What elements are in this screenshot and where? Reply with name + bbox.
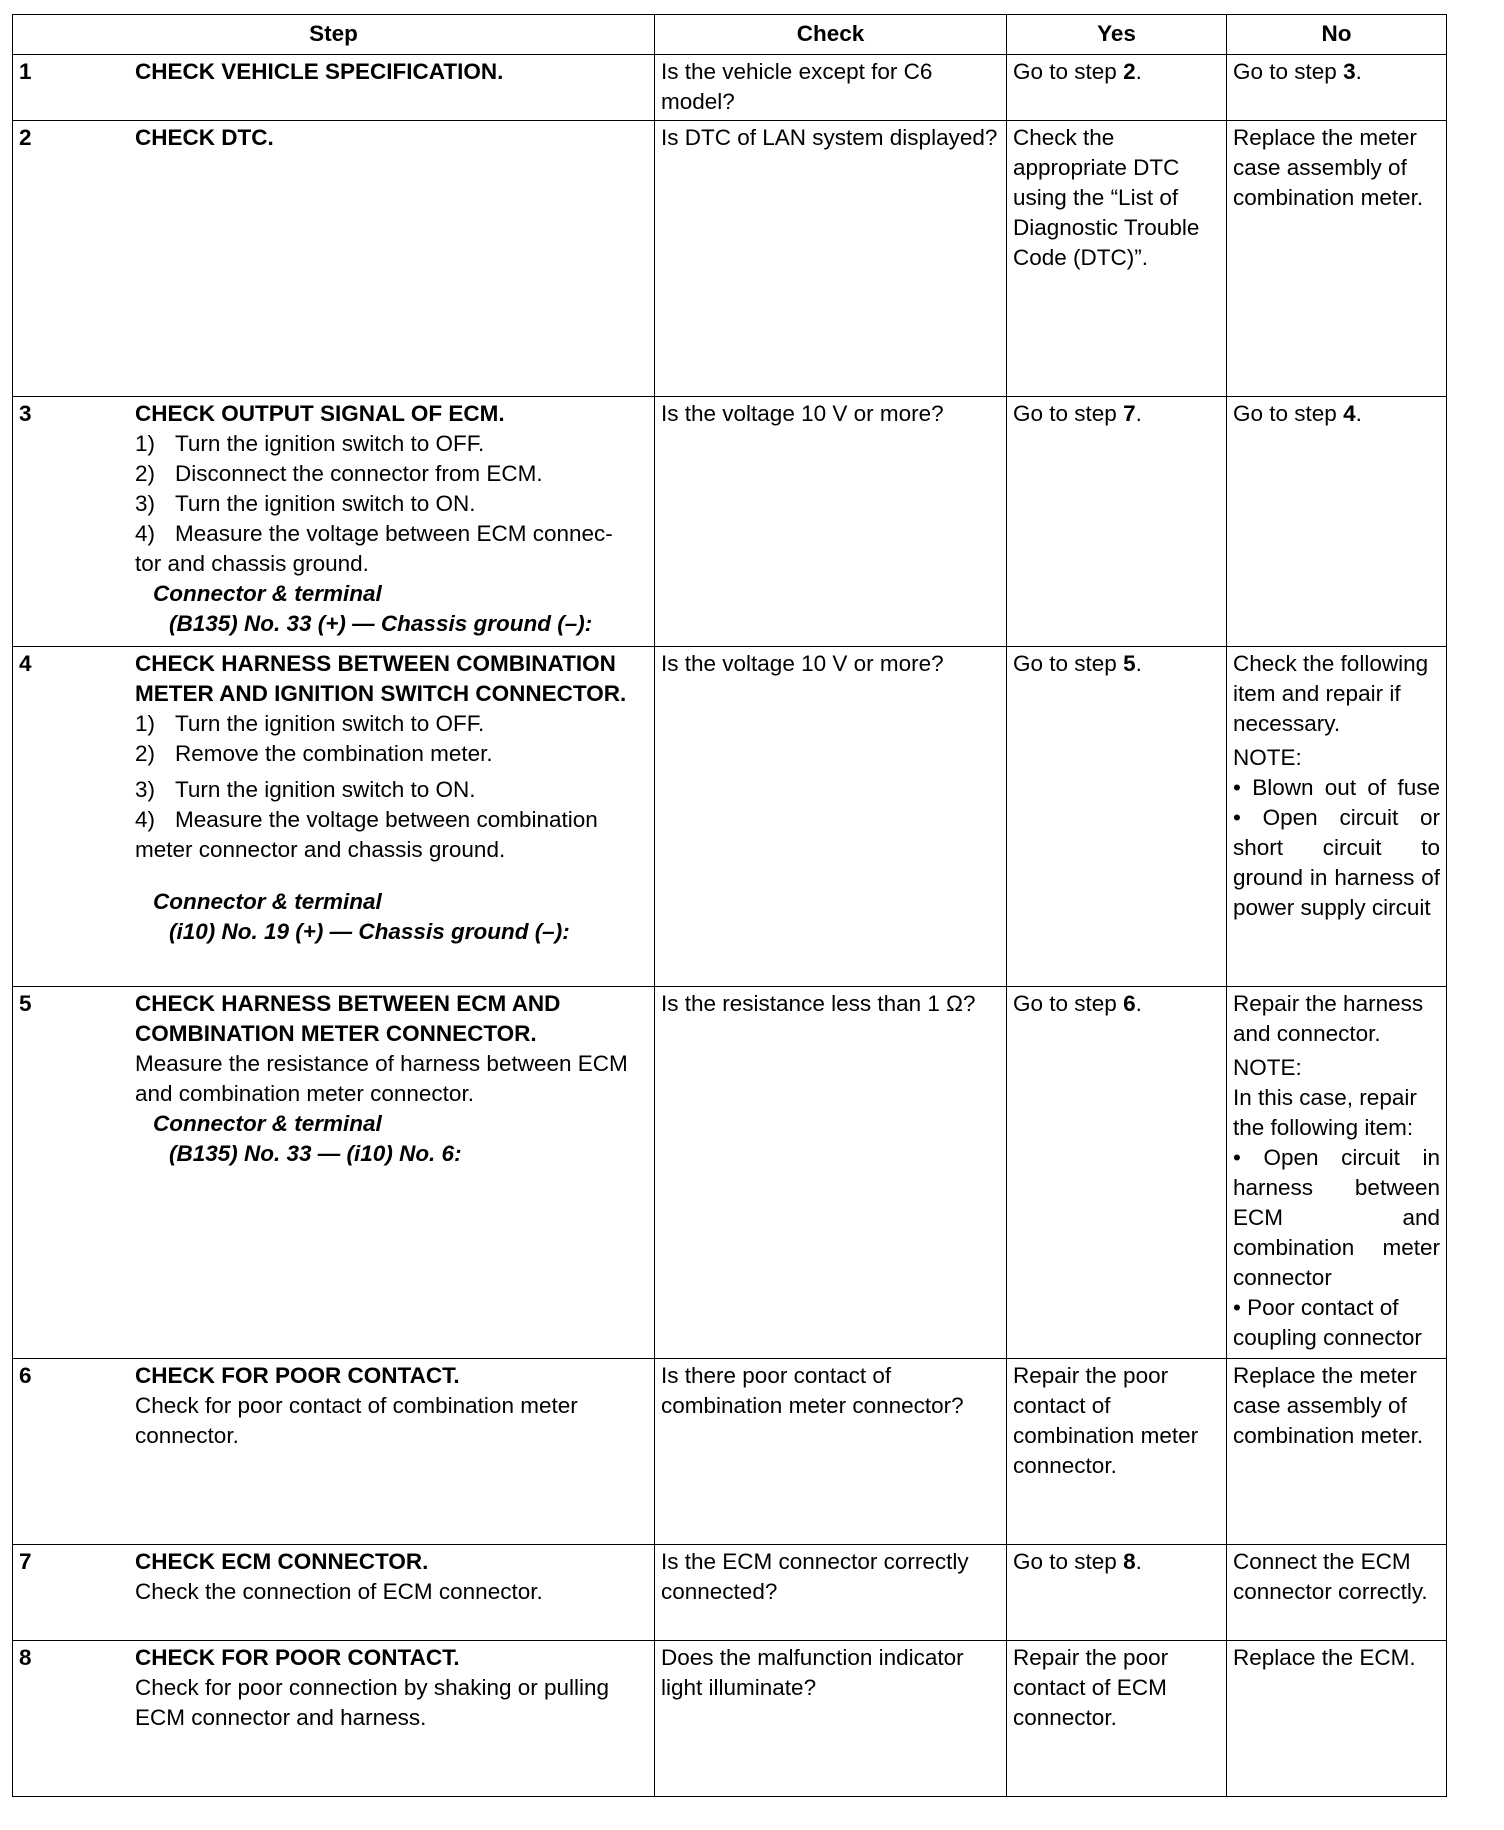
table-row bbox=[13, 121, 1447, 397]
check-cell: Does the malfunction indicator light illuminate? bbox=[655, 1641, 1007, 1797]
step-cell bbox=[13, 987, 655, 1359]
procedure-line: 1) Turn the ignition switch to OFF. bbox=[135, 711, 485, 736]
note-label: NOTE: bbox=[1233, 745, 1302, 770]
yes-step-ref: 2 bbox=[1123, 59, 1136, 84]
yes-text: Go to step bbox=[1013, 401, 1124, 426]
table-row bbox=[13, 55, 1447, 121]
step-description: Check for poor connection by shaking or pulling ECM connector and harness. bbox=[135, 1675, 610, 1730]
step-number: 6 bbox=[19, 1363, 32, 1388]
diagnostic-procedure-table bbox=[12, 14, 1447, 1797]
procedure-line: 2) Disconnect the connector from ECM. bbox=[135, 461, 543, 486]
yes-step-ref: 6 bbox=[1123, 991, 1136, 1016]
yes-cell: Go to step 6. bbox=[1007, 987, 1227, 1359]
step-number: 5 bbox=[19, 991, 32, 1016]
yes-step-ref: 7 bbox=[1123, 401, 1136, 426]
step-cell bbox=[13, 1641, 655, 1797]
check-cell: Is DTC of LAN system displayed? bbox=[655, 121, 1007, 397]
step-cell bbox=[13, 647, 655, 987]
no-cell: Replace the meter case assembly of combination meter. bbox=[1227, 121, 1447, 397]
no-cell: Connect the ECM connector correctly. bbox=[1227, 1545, 1447, 1641]
connector-label: Connector & terminal bbox=[153, 581, 382, 606]
note-item: • Open circuit or short circuit to ground in harness of power supply circuit bbox=[1233, 805, 1440, 920]
step-title: CHECK VEHICLE SPECIFICATION. bbox=[135, 59, 504, 84]
procedure-line-wrap: meter connector and chassis ground. bbox=[135, 837, 506, 862]
procedure-line: 1) Turn the ignition switch to OFF. bbox=[135, 431, 485, 456]
step-description: Check the connection of ECM connector. bbox=[135, 1579, 543, 1604]
no-text: Check the following item and repair if necessary. bbox=[1233, 651, 1429, 736]
note-label: NOTE: bbox=[1233, 1055, 1302, 1080]
no-text: Repair the harness and connector. bbox=[1233, 991, 1424, 1046]
no-step-ref: 3 bbox=[1343, 59, 1356, 84]
header-step: Step bbox=[13, 15, 655, 55]
header-check: Check bbox=[655, 15, 1007, 55]
step-cell bbox=[13, 1545, 655, 1641]
connector-label: Connector & terminal bbox=[153, 889, 382, 914]
no-cell: Replace the meter case assembly of combination meter. bbox=[1227, 1359, 1447, 1545]
yes-cell: Go to step 7. bbox=[1007, 397, 1227, 647]
table-row bbox=[13, 397, 1447, 647]
step-cell bbox=[13, 55, 655, 121]
step-title: CHECK FOR POOR CONTACT. bbox=[135, 1645, 460, 1670]
table-row bbox=[13, 647, 1447, 987]
yes-text: Go to step bbox=[1013, 59, 1124, 84]
step-title: CHECK OUTPUT SIGNAL OF ECM. bbox=[135, 401, 505, 426]
check-cell: Is there poor contact of combination meter connector? bbox=[655, 1359, 1007, 1545]
table-row bbox=[13, 1641, 1447, 1797]
yes-text: Go to step bbox=[1013, 991, 1124, 1016]
table-header-row bbox=[13, 15, 1447, 55]
check-cell: Is the ECM connector correctly connected? bbox=[655, 1545, 1007, 1641]
header-no: No bbox=[1227, 15, 1447, 55]
procedure-line: 3) Turn the ignition switch to ON. bbox=[135, 491, 476, 516]
yes-step-ref: 5 bbox=[1123, 651, 1136, 676]
no-text: Go to step bbox=[1233, 59, 1344, 84]
yes-text: Go to step bbox=[1013, 651, 1124, 676]
yes-cell: Go to step 8. bbox=[1007, 1545, 1227, 1641]
procedure-line: 4) Measure the voltage between ECM connec- bbox=[135, 521, 613, 546]
note-intro: In this case, repair the following item: bbox=[1233, 1085, 1417, 1140]
yes-cell: Repair the poor contact of combination meter connector. bbox=[1007, 1359, 1227, 1545]
yes-cell: Go to step 5. bbox=[1007, 647, 1227, 987]
yes-cell: Repair the poor contact of ECM connector. bbox=[1007, 1641, 1227, 1797]
connector-label: Connector & terminal bbox=[153, 1111, 382, 1136]
step-number: 8 bbox=[19, 1645, 32, 1670]
table-row bbox=[13, 1359, 1447, 1545]
check-cell: Is the vehicle except for C6 model? bbox=[655, 55, 1007, 121]
step-cell bbox=[13, 397, 655, 647]
step-title: CHECK ECM CONNECTOR. bbox=[135, 1549, 429, 1574]
step-number: 7 bbox=[19, 1549, 32, 1574]
no-step-ref: 4 bbox=[1343, 401, 1356, 426]
step-title: CHECK FOR POOR CONTACT. bbox=[135, 1363, 460, 1388]
no-cell: Replace the ECM. bbox=[1227, 1641, 1447, 1797]
yes-cell: Check the appropriate DTC using the “List of Diagnostic Trouble Code (DTC)”. bbox=[1007, 121, 1227, 397]
step-title: CHECK HARNESS BETWEEN ECM AND COMBINATION METER CONNECTOR. bbox=[135, 991, 561, 1046]
no-cell bbox=[1227, 987, 1447, 1359]
note-item: • Open circuit in harness between ECM and combination meter connector bbox=[1233, 1145, 1440, 1290]
connector-terminal: (B135) No. 33 (+) — Chassis ground (–): bbox=[169, 611, 593, 636]
note-item: • Blown out of fuse bbox=[1233, 775, 1440, 800]
step-title: CHECK HARNESS BETWEEN COMBINATION METER AND IGNITION SWITCH CONNECTOR. bbox=[135, 651, 627, 706]
check-cell: Is the voltage 10 V or more? bbox=[655, 397, 1007, 647]
step-description: Measure the resistance of harness between ECM and combination meter connector. bbox=[135, 1051, 628, 1106]
step-number: 4 bbox=[19, 651, 32, 676]
procedure-line-wrap: tor and chassis ground. bbox=[135, 551, 369, 576]
connector-terminal: (i10) No. 19 (+) — Chassis ground (–): bbox=[169, 919, 570, 944]
yes-step-ref: 8 bbox=[1123, 1549, 1136, 1574]
procedure-line: 3) Turn the ignition switch to ON. bbox=[135, 777, 476, 802]
step-title: CHECK DTC. bbox=[135, 125, 274, 150]
procedure-line: 4) Measure the voltage between combination bbox=[135, 807, 598, 832]
step-cell bbox=[13, 1359, 655, 1545]
step-number: 2 bbox=[19, 125, 32, 150]
connector-terminal: (B135) No. 33 — (i10) No. 6: bbox=[169, 1141, 462, 1166]
step-number: 3 bbox=[19, 401, 32, 426]
step-cell bbox=[13, 121, 655, 397]
no-cell: Go to step 4. bbox=[1227, 397, 1447, 647]
check-cell: Is the voltage 10 V or more? bbox=[655, 647, 1007, 987]
table-row bbox=[13, 1545, 1447, 1641]
no-cell: Go to step 3. bbox=[1227, 55, 1447, 121]
yes-cell: Go to step 2. bbox=[1007, 55, 1227, 121]
no-text: Go to step bbox=[1233, 401, 1344, 426]
step-description: Check for poor contact of combination meter connector. bbox=[135, 1393, 578, 1448]
step-number: 1 bbox=[19, 59, 32, 84]
yes-text: Go to step bbox=[1013, 1549, 1124, 1574]
header-yes: Yes bbox=[1007, 15, 1227, 55]
check-cell: Is the resistance less than 1 Ω? bbox=[655, 987, 1007, 1359]
procedure-line: 2) Remove the combination meter. bbox=[135, 741, 493, 766]
note-item: • Poor contact of coupling connector bbox=[1233, 1295, 1422, 1350]
no-cell bbox=[1227, 647, 1447, 987]
table-row bbox=[13, 987, 1447, 1359]
